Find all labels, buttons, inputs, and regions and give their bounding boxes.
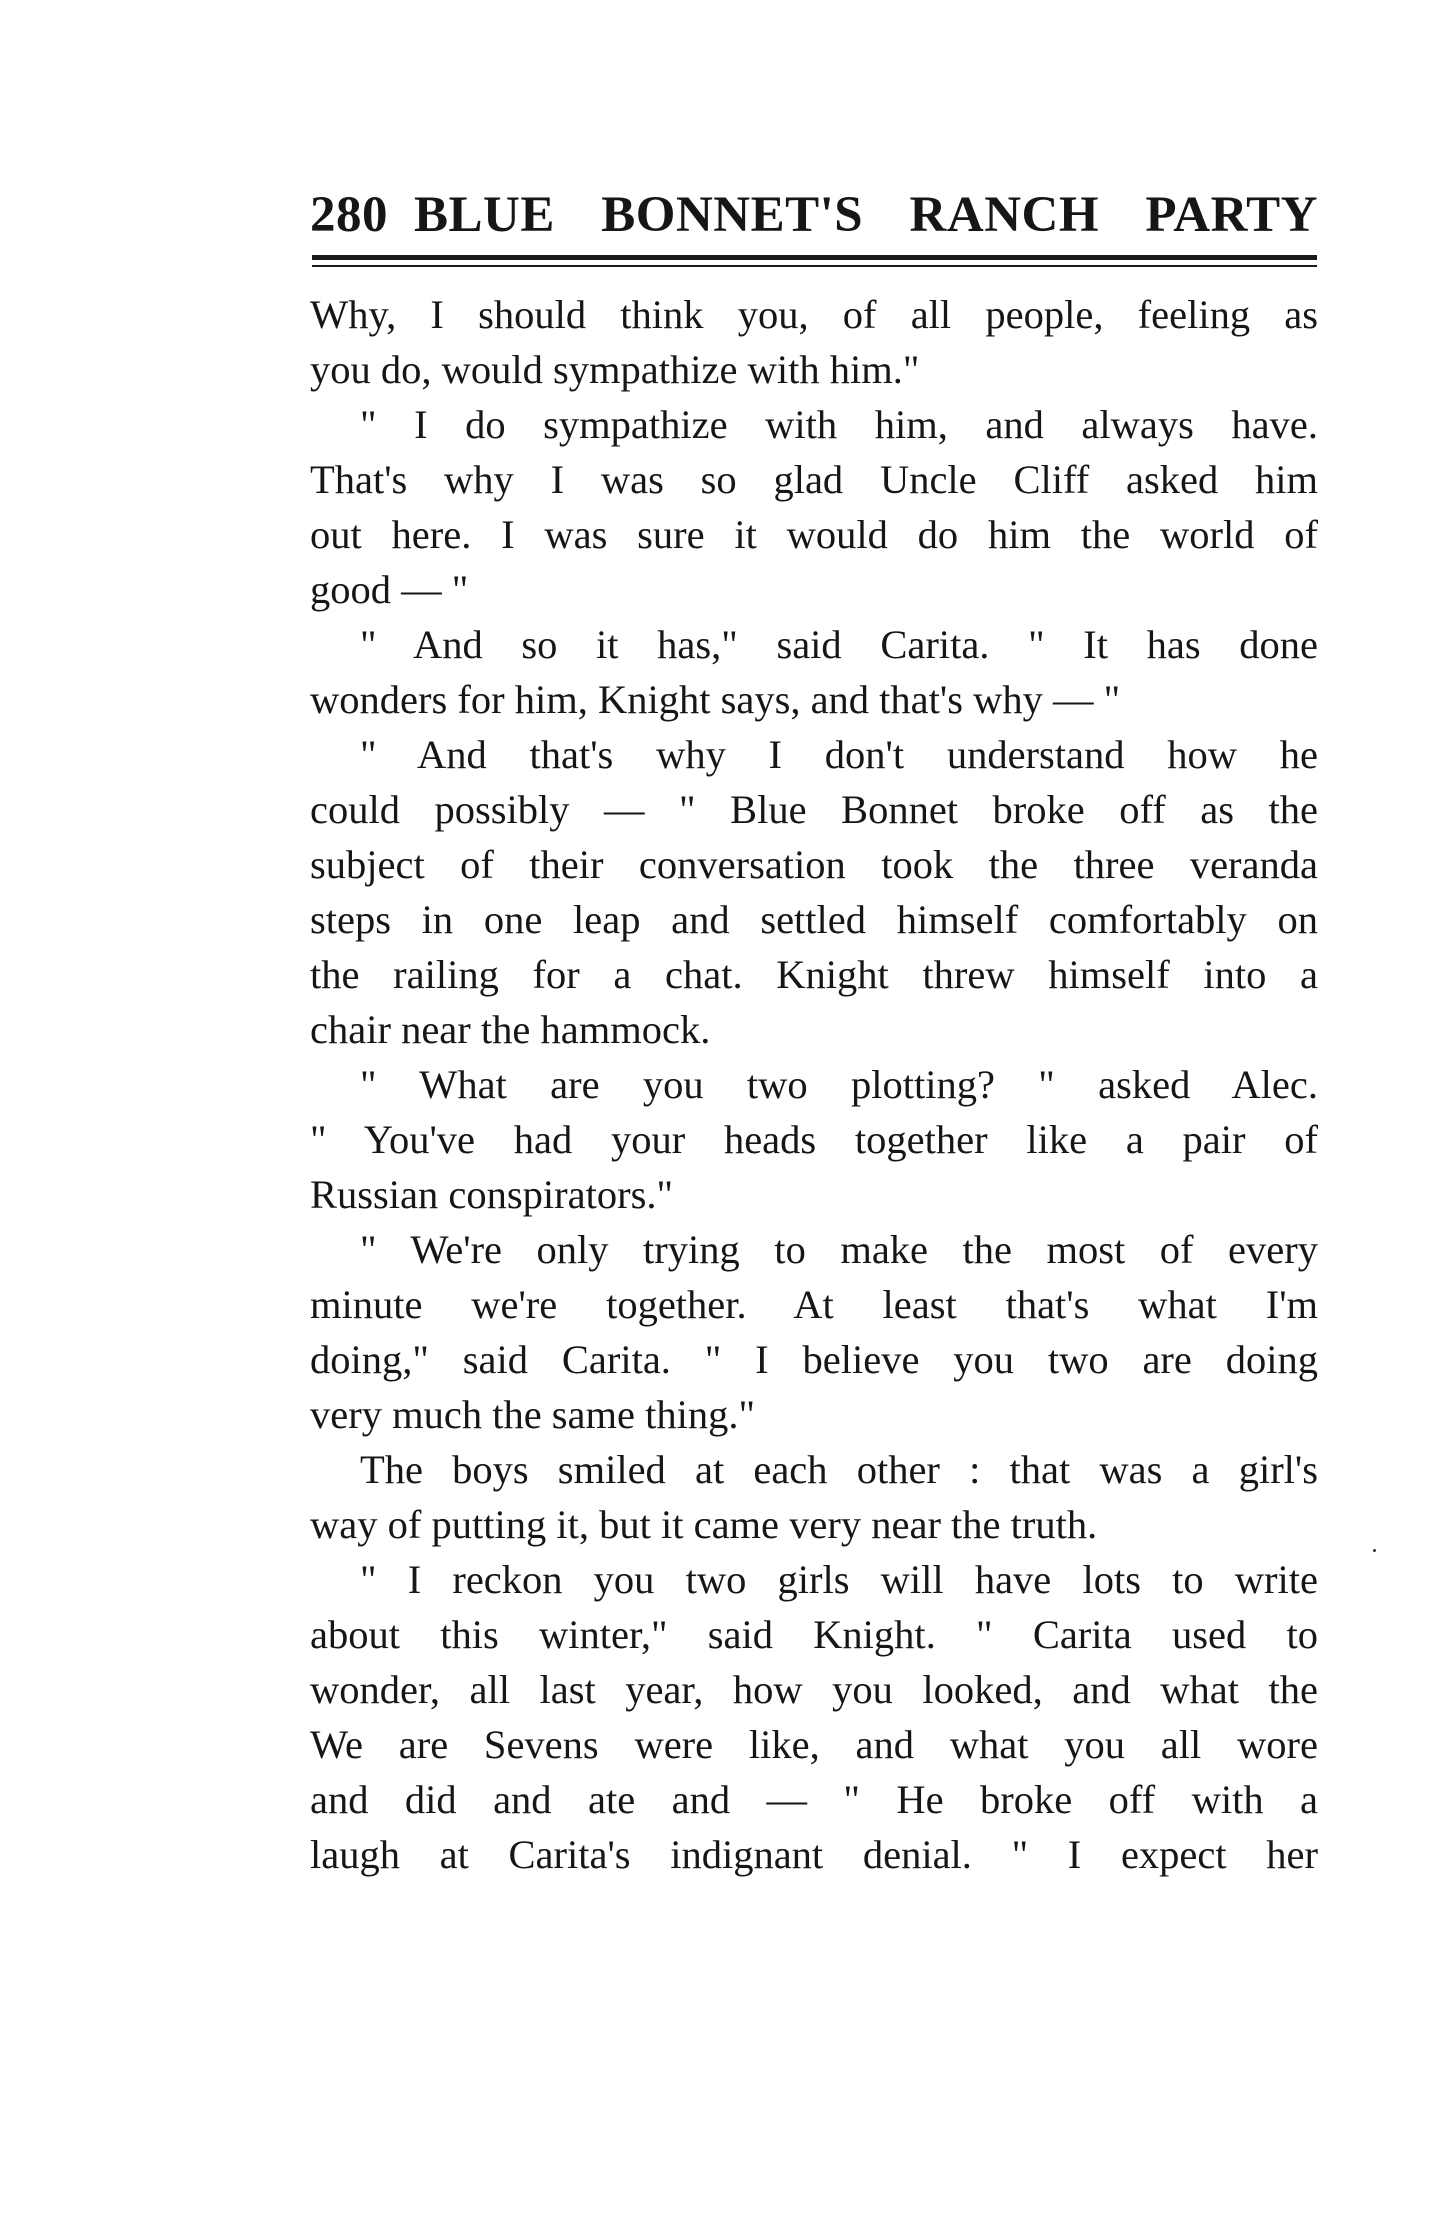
text-line: " And that's why I don't understand how he bbox=[360, 732, 1318, 777]
text-line: could possibly — " Blue Bonnet broke off as the bbox=[310, 787, 1318, 832]
text-line: and did and ate and — " He broke off with a bbox=[310, 1777, 1318, 1822]
text-line: out here. I was sure it would do him the world of bbox=[310, 512, 1318, 557]
running-title: BLUE BONNET'S RANCH PARTY bbox=[414, 187, 1318, 243]
text-line: subject of their conversation took the three veranda bbox=[310, 842, 1318, 887]
text-line: good — " bbox=[310, 567, 469, 612]
text-line: " I reckon you two girls will have lots to write bbox=[360, 1557, 1318, 1602]
text-line: That's why I was so glad Uncle Cliff asked him bbox=[310, 457, 1318, 502]
text-line: chair near the hammock. bbox=[310, 1007, 711, 1052]
text-line: Russian conspirators." bbox=[310, 1172, 673, 1217]
text-line: you do, would sympathize with him." bbox=[310, 347, 920, 392]
running-head bbox=[310, 180, 1318, 250]
text-line: about this winter," said Knight. " Carita used to bbox=[310, 1612, 1318, 1657]
text-line: " What are you two plotting? " asked Alec. bbox=[360, 1062, 1318, 1107]
text-line: steps in one leap and settled himself comfortably on bbox=[310, 897, 1318, 942]
margin-speck bbox=[1373, 1549, 1376, 1552]
text-line: laugh at Carita's indignant denial. " I expect her bbox=[310, 1832, 1318, 1877]
text-line: We are Sevens were like, and what you all wore bbox=[310, 1722, 1318, 1767]
text-line: Why, I should think you, of all people, feeling as bbox=[310, 292, 1318, 337]
text-line: The boys smiled at each other : that was a girl's bbox=[360, 1447, 1318, 1492]
header-rule-thick bbox=[312, 255, 1317, 260]
text-line: " I do sympathize with him, and always have. bbox=[360, 402, 1318, 447]
body-text bbox=[310, 287, 1318, 1882]
page-number: 280 bbox=[310, 187, 388, 243]
text-line: doing," said Carita. " I believe you two are doing bbox=[310, 1337, 1318, 1382]
text-line: the railing for a chat. Knight threw himself into a bbox=[310, 952, 1318, 997]
text-line: " You've had your heads together like a pair of bbox=[310, 1117, 1318, 1162]
text-line: wonder, all last year, how you looked, and what the bbox=[310, 1667, 1318, 1712]
header-rule-thin bbox=[312, 265, 1317, 267]
text-line: wonders for him, Knight says, and that's why — " bbox=[310, 677, 1121, 722]
text-line: way of putting it, but it came very near the truth. bbox=[310, 1502, 1098, 1547]
text-line: very much the same thing." bbox=[310, 1392, 756, 1437]
text-line: " We're only trying to make the most of every bbox=[360, 1227, 1318, 1272]
text-line: " And so it has," said Carita. " It has done bbox=[360, 622, 1318, 667]
text-line: minute we're together. At least that's what I'm bbox=[310, 1282, 1318, 1327]
